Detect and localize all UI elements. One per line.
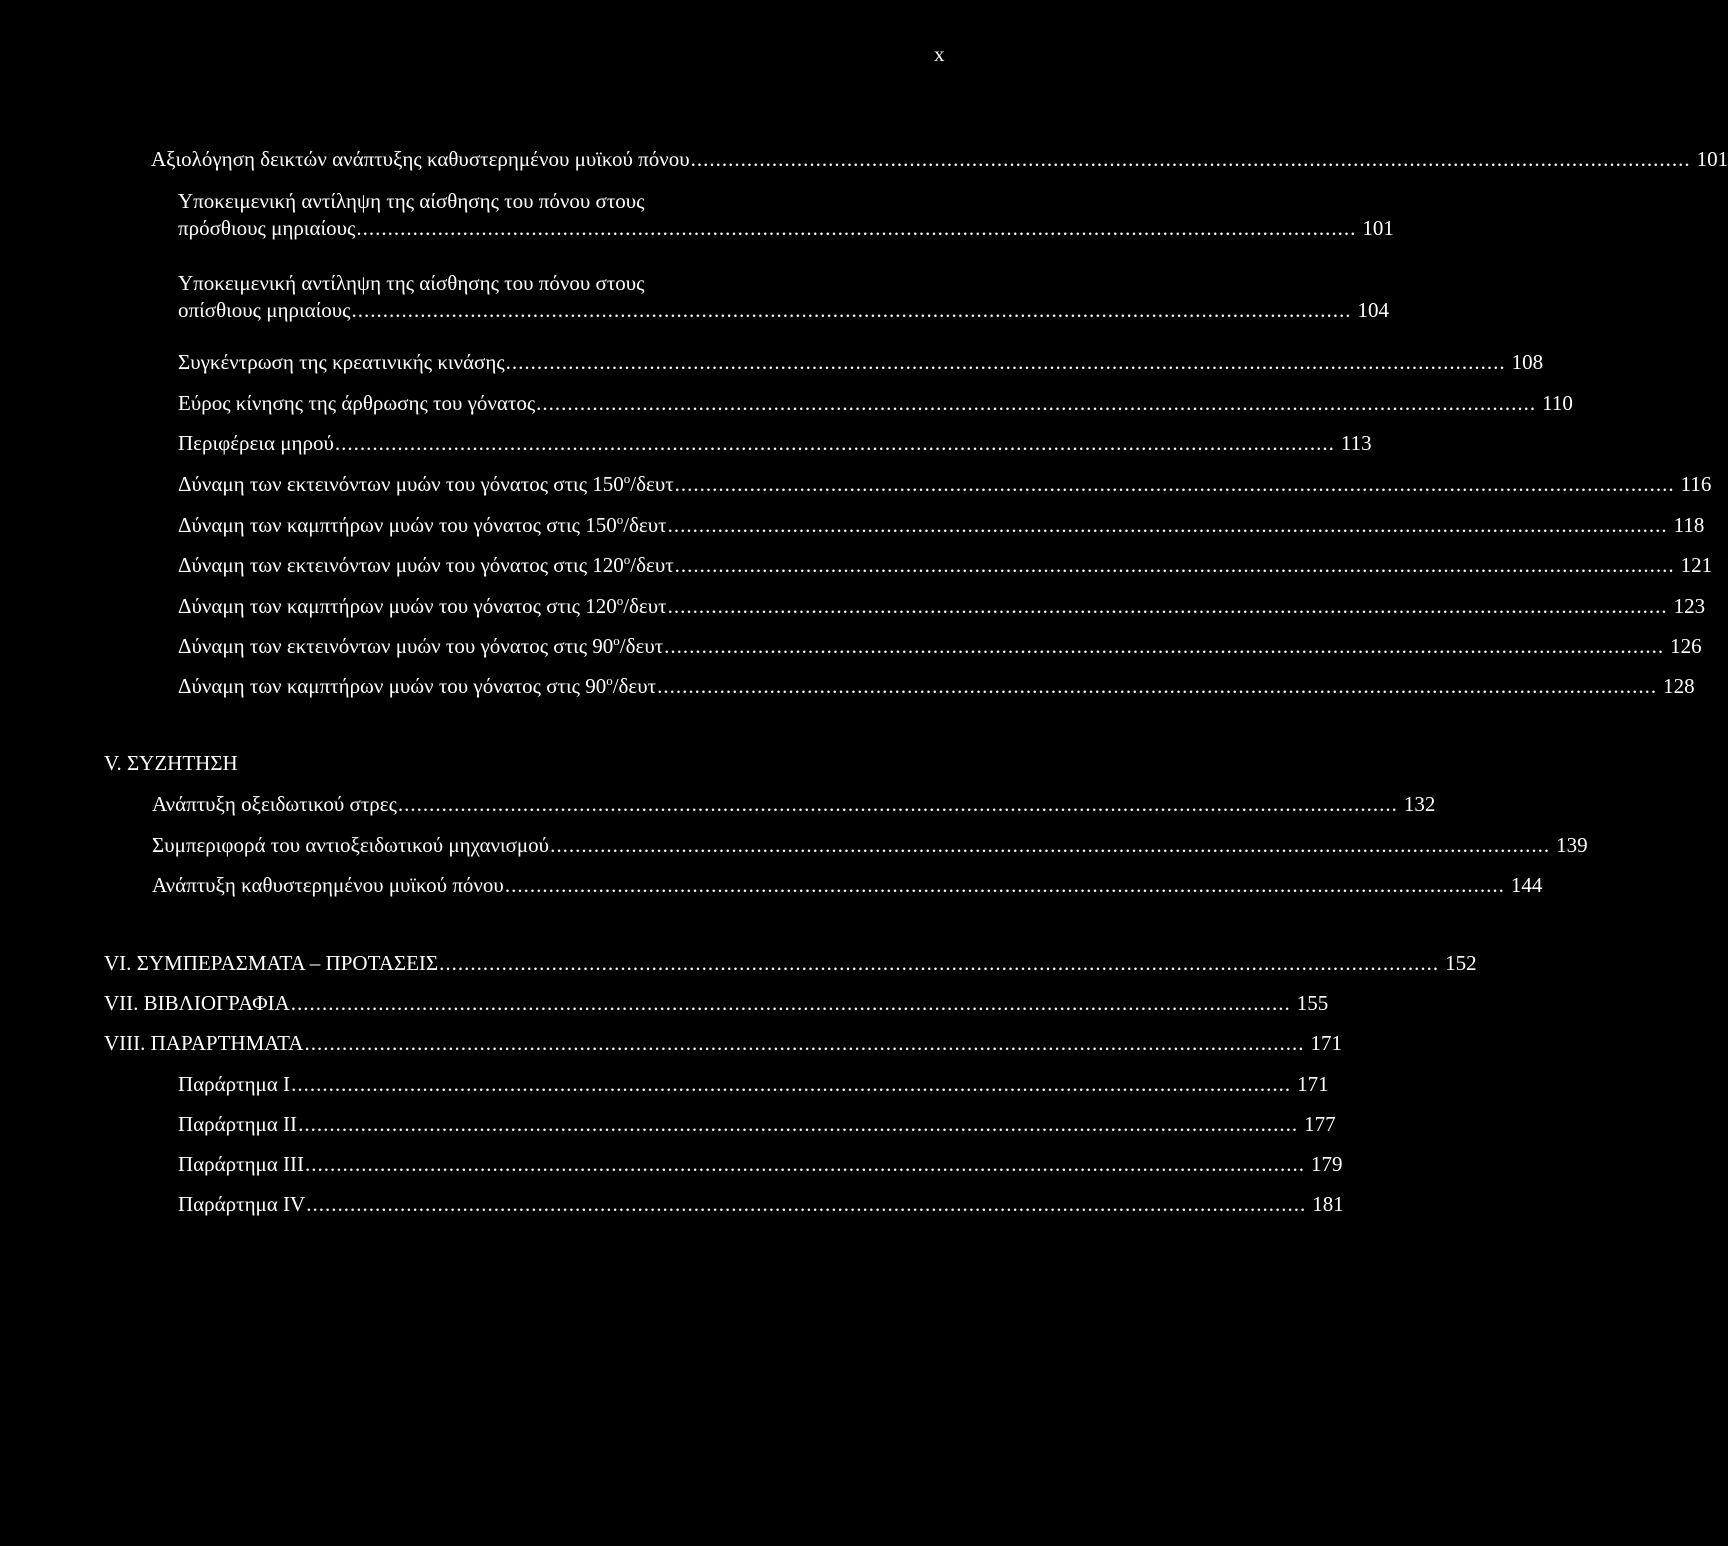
toc-entry-page: 152 [1445,951,1477,975]
dot-leader: ................................................................................................................................................................ [439,951,1440,975]
dot-leader: ................................................................................................................................................................ [397,792,1398,816]
toc-entry-label: Εύρος κίνησης της άρθρωσης του γόνατος [178,391,536,415]
toc-entry-page: 118 [1673,513,1705,537]
toc-entry-page: 139 [1556,833,1588,857]
toc-entry[interactable] [178,1191,1344,1217]
dot-leader: ................................................................................................................................................................ [667,513,1668,537]
dot-leader: ................................................................................................................................................................ [351,298,1352,322]
toc-entry-label: VII. ΒΙΒΛΙΟΓΡΑΦΙΑ [104,991,290,1015]
toc-entry-page: 101 [1362,216,1394,240]
toc-entry-page: 132 [1403,792,1436,816]
toc-entry-page: 126 [1670,634,1702,658]
dot-leader: ................................................................................................................................................................ [306,1192,1307,1216]
toc-entry[interactable] [178,633,1702,659]
toc-entry-label: Δύναμη των εκτεινόντων μυών του γόνατος στις $120^o$/δευτ [178,552,674,577]
toc-entry-page: 144 [1510,873,1543,897]
dot-leader: ................................................................................................................................................................ [667,594,1668,618]
page-number: x [934,42,945,66]
toc-entry-page: 128 [1663,674,1695,698]
toc-entry-label: Δύναμη των καμπτήρων μυών του γόνατος στις $90^o$/δευτ [178,673,657,698]
dot-leader: ................................................................................................................................................................ [290,991,1291,1015]
dot-leader: ................................................................................................................................................................ [550,833,1551,857]
toc-entry[interactable] [178,390,1573,416]
toc-entry[interactable] [178,593,1706,619]
toc-entry[interactable] [152,791,1436,817]
toc-chapter[interactable] [104,950,1477,976]
dot-leader: ................................................................................................................................................................ [298,1112,1299,1136]
toc-entry[interactable] [152,832,1588,858]
toc-entry-label: Παράρτημα Ι [178,1072,291,1096]
dot-leader: ................................................................................................................................................................ [505,350,1506,374]
toc-entry-label: Δύναμη των εκτεινόντων μυών του γόνατος στις $90^o$/δευτ [178,633,664,658]
toc-entry-page: 155 [1296,991,1329,1015]
toc-entry-page: 113 [1340,431,1372,455]
toc-entry[interactable] [178,349,1544,375]
toc-entry-label: VI. ΣΥΜΠΕΡΑΣΜΑΤΑ – ΠΡΟΤΑΣΕΙΣ [104,951,439,975]
dot-leader: ................................................................................................................................................................ [305,1152,1306,1176]
toc-entry-label: Δύναμη των καμπτήρων μυών του γόνατος στις $120^o$/δευτ [178,593,667,618]
section-heading[interactable]: V. ΣΥΖΗΤΗΣΗ [104,751,238,775]
toc-entry-label: Αξιολόγηση δεικτών ανάπτυξης καθυστερημένου μυϊκού πόνου [151,147,690,171]
toc-chapter[interactable] [104,990,1329,1016]
toc-entry[interactable] [178,1111,1336,1137]
toc-entry[interactable] [178,471,1712,497]
dot-leader: ................................................................................................................................................................ [536,391,1537,415]
toc-entry-label: Περιφέρεια μηρού [178,431,334,455]
toc-entry-page: 171 [1297,1072,1329,1096]
toc-entry-label: Παράρτημα ΙV [178,1192,306,1216]
toc-entry-label: Ανάπτυξη οξειδωτικού στρες [152,792,397,816]
dot-leader: ................................................................................................................................................................ [657,674,1658,698]
dot-leader: ................................................................................................................................................................ [304,1031,1305,1055]
toc-entry[interactable] [152,872,1543,898]
toc-entry-label: VIII. ΠΑΡΑΡΤΗΜΑΤΑ [104,1031,304,1055]
toc-entry-label: οπίσθιους μηριαίους [178,298,351,322]
toc-entry-page: 116 [1680,472,1712,496]
toc-entry-page: 110 [1542,391,1573,415]
toc-entry-page: 104 [1357,298,1389,322]
toc-entry-page: 181 [1312,1192,1344,1216]
dot-leader: ................................................................................................................................................................ [674,553,1675,577]
toc-entry-page: 179 [1311,1152,1343,1176]
toc-entry-label-line1: Υποκειμενική αντίληψη της αίσθησης του πόνου στους [178,189,645,213]
dot-leader: ................................................................................................................................................................ [291,1072,1292,1096]
toc-entry-label: Ανάπτυξη καθυστερημένου μυϊκού πόνου [152,873,504,897]
toc-entry-page: 177 [1304,1112,1336,1136]
toc-entry[interactable] [178,430,1372,456]
toc-entry-label: Συμπεριφορά του αντιοξειδωτικού μηχανισμού [152,833,550,857]
toc-entry-label: Παράρτημα ΙΙΙ [178,1152,305,1176]
toc-entry[interactable] [178,673,1695,699]
toc-chapter[interactable] [104,1030,1342,1056]
toc-entry[interactable] [151,146,1728,172]
toc-entry[interactable] [178,512,1705,538]
toc-entry[interactable] [178,215,1394,241]
toc-entry-label: Παράρτημα ΙΙ [178,1112,298,1136]
dot-leader: ................................................................................................................................................................ [504,873,1505,897]
dot-leader: ................................................................................................................................................................ [664,634,1665,658]
toc-entry-page: 108 [1511,350,1544,374]
toc-entry[interactable] [178,1151,1343,1177]
toc-entry-page: 101 [1696,147,1728,171]
dot-leader: ................................................................................................................................................................ [674,472,1675,496]
toc-entry-page: 121 [1680,553,1713,577]
toc-entry[interactable] [178,552,1713,578]
dot-leader: ................................................................................................................................................................ [356,216,1357,240]
dot-leader: ................................................................................................................................................................ [334,431,1335,455]
toc-entry[interactable] [178,297,1389,323]
toc-entry-page: 123 [1673,594,1706,618]
toc-entry-label: Δύναμη των εκτεινόντων μυών του γόνατος στις $150^o$/δευτ [178,471,674,496]
toc-entry-label-line1: Υποκειμενική αντίληψη της αίσθησης του πόνου στους [178,271,645,295]
toc-entry[interactable] [178,1071,1329,1097]
toc-entry-page: 171 [1310,1031,1342,1055]
toc-entry-label: Δύναμη των καμπτήρων μυών του γόνατος στις $150^o$/δευτ [178,512,667,537]
dot-leader: ................................................................................................................................................................ [690,147,1691,171]
toc-entry-label: πρόσθιους μηριαίους [178,216,356,240]
toc-entry-label: Συγκέντρωση της κρεατινικής κινάσης [178,350,505,374]
